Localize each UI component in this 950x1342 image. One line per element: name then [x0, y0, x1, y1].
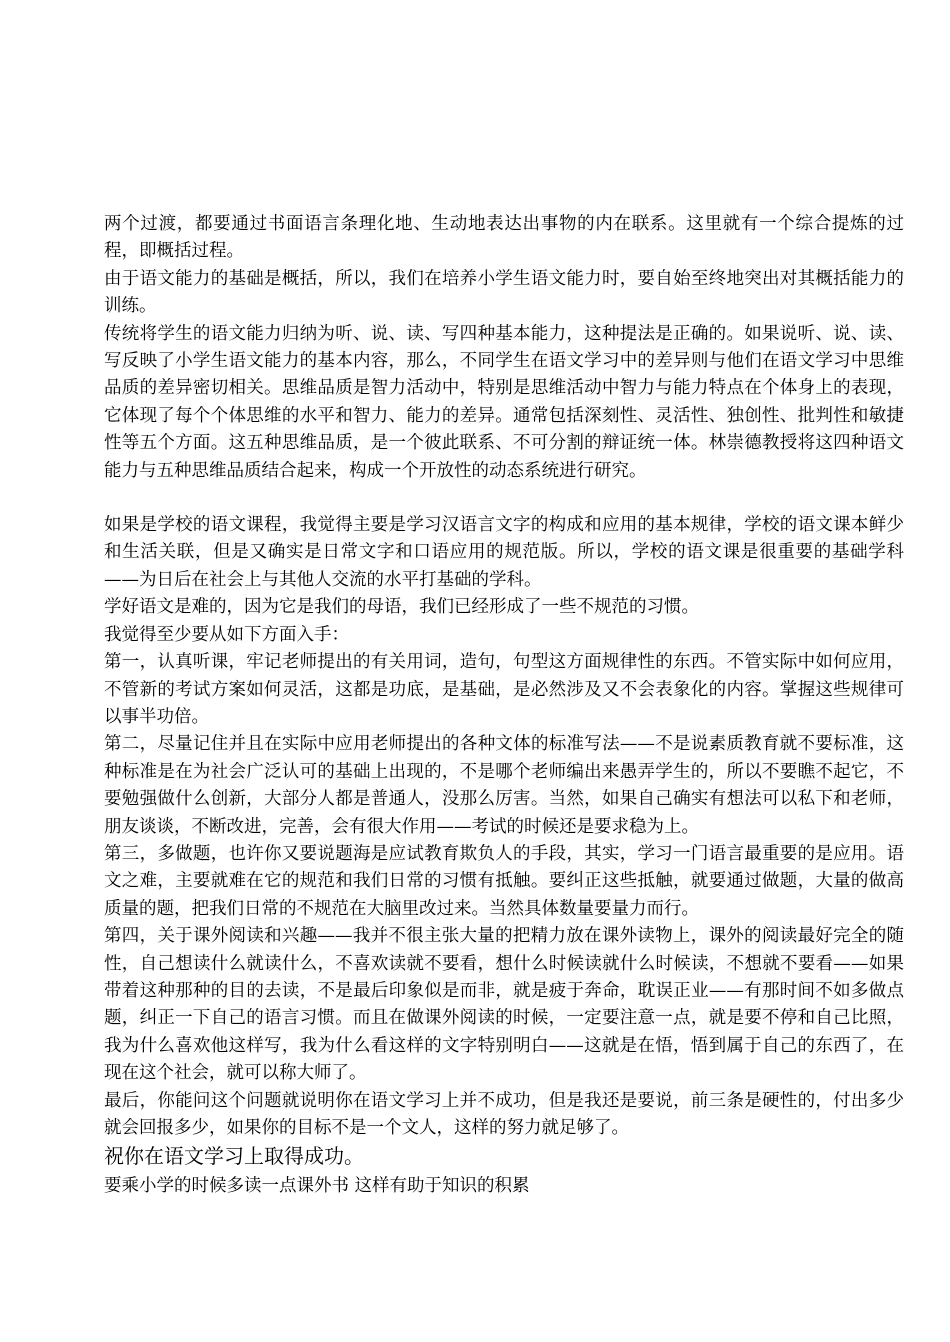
paragraph: 由于语文能力的基础是概括，所以，我们在培养小学生语文能力时，要自始至终地突出对其概括能力的训练。	[104, 268, 904, 317]
closing-line: 祝你在语文学习上取得成功。	[104, 1144, 364, 1169]
paragraph: 传统将学生的语文能力归纳为听、说、读、写四种基本能力，这种提法是正确的。如果说听、说、读、写反映了小学生语文能力的基本内容，那么，不同学生在语文学习中的差异则与他们在语文学习中思维品质的差异密切相关。思维品质是智力活动中，特别是思维活动中智力与能力特点在个体身上的表现，它体现了每个个体思维的水平和智力、能力的差异。通常包括深刻性、灵活性、独创性、批判性和敏捷性等五个方面。这五种思维品质，是一个彼此联系、不可分割的辩证统一体。林崇德教授将这四种语文能力与五种思维品质结合起来，构成一个开放性的动态系统进行研究。	[104, 323, 904, 481]
document-body	[104, 211, 904, 1201]
paragraph: 两个过渡，都要通过书面语言条理化地、生动地表达出事物的内在联系。这里就有一个综合提炼的过程，即概括过程。	[104, 214, 904, 262]
paragraph: 如果是学校的语文课程，我觉得主要是学习汉语言文字的构成和应用的基本规律，学校的语文课本鲜少和生活关联，但是又确实是日常文字和口语应用的规范版。所以，学校的语文课是很重要的基础学科——为日后在社会上与其他人交流的水平打基础的学科。	[104, 515, 904, 590]
footer-line: 要乘小学的时候多读一点课外书 这样有助于知识的积累	[104, 1176, 530, 1197]
paragraph: 第四，关于课外阅读和兴趣——我并不很主张大量的把精力放在课外读物上，课外的阅读最好完全的随性，自己想读什么就读什么，不喜欢读就不要看，想什么时候读就什么时候读，不想就不要看——如果带着这种那种的目的去读，不是最后印象似是而非，就是疲于奔命，耽误正业——有那时间不如多做点题，纠正一下自己的语言习惯。而且在做课外阅读的时候，一定要注意一点，就是要不停和自己比照，我为什么喜欢他这样写，我为什么看这样的文字特别明白——这就是在悟，悟到属于自己的东西了，在现在这个社会，就可以称大师了。	[104, 926, 904, 1084]
paragraph-gap	[104, 485, 904, 512]
paragraph: 我觉得至少要从如下方面入手：	[104, 624, 349, 645]
paragraph: 第二，尽量记住并且在实际中应用老师提出的各种文体的标准写法——不是说素质教育就不要标准，这种标准是在为社会广泛认可的基础上出现的，不是哪个老师编出来愚弄学生的，所以不要瞧不起它，不要勉强做什么创新，大部分人都是普通人，没那么厉害。当然，如果自己确实有想法可以私下和老师，朋友谈谈，不断改进，完善，会有很大作用——考试的时候还是要求稳为上。	[104, 734, 904, 837]
paragraph: 最后，你能问这个问题就说明你在语文学习上并不成功，但是我还是要说，前三条是硬性的，付出多少就会回报多少，如果你的目标不是一个文人，这样的努力就足够了。	[104, 1090, 904, 1138]
paragraph: 第一，认真听课，牢记老师提出的有关用词，造句，句型这方面规律性的东西。不管实际中如何应用，不管新的考试方案如何灵活，这都是功底，是基础，是必然涉及又不会表象化的内容。掌握这些规律可以事半功倍。	[104, 652, 904, 727]
paragraph: 第三，多做题，也许你又要说题海是应试教育欺负人的手段，其实，学习一门语言最重要的是应用。语文之难，主要就难在它的规范和我们日常的习惯有抵触。要纠正这些抵触，就要通过做题，大量的做高质量的题，把我们日常的不规范在大脑里改过来。当然具体数量要量力而行。	[104, 843, 904, 919]
paragraph: 学好语文是难的，因为它是我们的母语，我们已经形成了一些不规范的习惯。	[104, 597, 699, 618]
